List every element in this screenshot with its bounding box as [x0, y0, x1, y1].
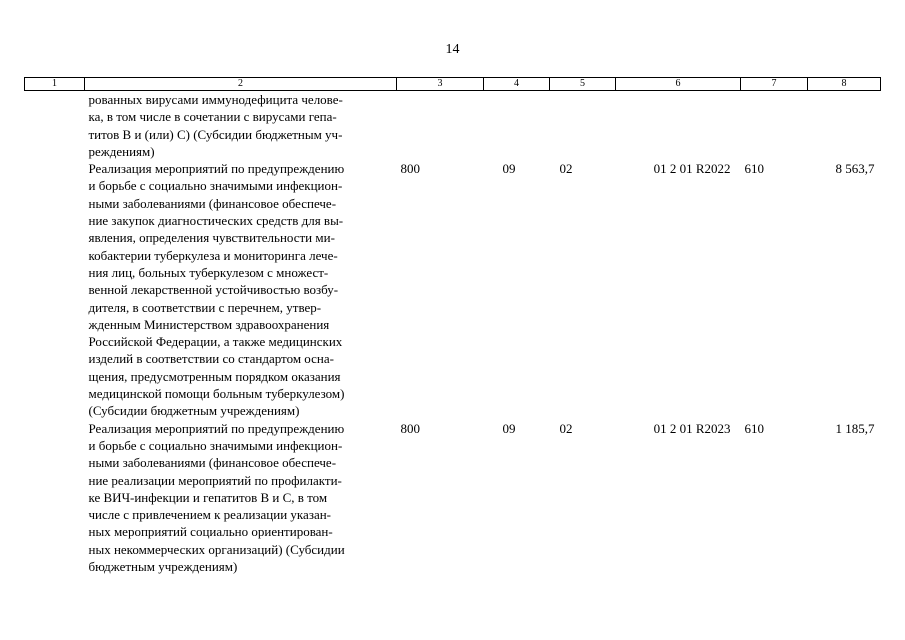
description-line: Реализация мероприятий по предупреждению	[88, 161, 345, 177]
table-header-row	[25, 78, 881, 91]
description-line: рованных вирусами иммунодефицита челове-	[88, 92, 343, 107]
description-line: дителя, в соответствии с перечнем, утвер-	[88, 299, 322, 315]
cell-col-1	[25, 91, 85, 161]
description-line: ными заболеваниями (финансовое обеспече-	[88, 455, 337, 471]
description-line: ние реализации мероприятий по профилакти-	[88, 472, 342, 488]
cell-col-7	[741, 91, 808, 161]
description-line: Реализация мероприятий по предупреждению	[88, 420, 345, 436]
cell-description	[85, 160, 397, 419]
cell-col-7: 610	[744, 420, 764, 436]
column-header: 6	[616, 78, 741, 91]
description-line: и борьбе с социально значимыми инфекцион-	[88, 178, 343, 194]
cell-col-1	[25, 160, 85, 419]
column-header: 5	[550, 78, 616, 91]
cell-col-5: 02	[559, 420, 573, 436]
cell-col-5	[550, 91, 616, 161]
column-header: 1	[25, 78, 85, 91]
column-header: 8	[808, 78, 881, 91]
description-line: ными заболеваниями (финансовое обеспече-	[88, 195, 337, 211]
description-line: числе с привлечением к реализации указан-	[88, 507, 332, 523]
cell-col-6: 01 2 01 R2023	[653, 420, 731, 436]
cell-col-8: 1 185,7	[835, 420, 875, 436]
description-line: щения, предусмотренным порядком оказания	[88, 368, 341, 384]
description-line: кобактерии туберкулеза и мониторинга лече-	[88, 247, 338, 263]
description-line: реждениям)	[88, 143, 155, 159]
budget-table	[24, 77, 881, 575]
table-row	[25, 91, 881, 161]
page-number: 14	[445, 42, 460, 57]
table-row	[25, 420, 881, 576]
cell-col-5: 02	[559, 161, 573, 177]
description-line: и борьбе с социально значимыми инфекцион-	[88, 437, 343, 453]
description-line: ных некоммерческих организаций) (Субсидии	[88, 541, 345, 557]
description-line: Российской Федерации, а также медицинских	[88, 334, 343, 350]
cell-col-1	[25, 420, 85, 576]
cell-col-4: 09	[502, 161, 516, 177]
column-header: 3	[397, 78, 484, 91]
cell-col-7: 610	[744, 161, 764, 177]
description-line: титов B и (или) C) (Субсидии бюджетным уч-	[88, 126, 343, 142]
description-line: ке ВИЧ-инфекции и гепатитов B и C, в том	[88, 489, 328, 505]
cell-col-3: 800	[400, 420, 420, 436]
cell-col-4	[484, 91, 550, 161]
cell-col-8	[808, 91, 881, 161]
cell-col-6: 01 2 01 R2022	[653, 161, 731, 177]
description-line: изделий в соответствии со стандартом осна-	[88, 351, 334, 367]
description-line: явления, определения чувствительности ми-	[88, 230, 335, 246]
column-header: 2	[85, 78, 397, 91]
table-row	[25, 160, 881, 419]
cell-description	[85, 420, 397, 576]
column-header: 7	[741, 78, 808, 91]
cell-col-4: 09	[502, 420, 516, 436]
cell-col-8: 8 563,7	[835, 161, 875, 177]
description-line: ных мероприятий социально ориентирован-	[88, 524, 333, 540]
description-line: медицинской помощи больным туберкулезом)	[88, 386, 345, 402]
cell-description	[85, 91, 397, 161]
cell-col-3	[397, 91, 484, 161]
column-header: 4	[484, 78, 550, 91]
description-line: ние закупок диагностических средств для вы-	[88, 213, 344, 229]
description-line: жденным Министерством здравоохранения	[88, 316, 330, 332]
description-line: бюджетным учреждениям)	[88, 559, 238, 575]
cell-col-6	[616, 91, 741, 161]
description-line: (Субсидии бюджетным учреждениям)	[88, 403, 300, 419]
cell-col-3: 800	[400, 161, 420, 177]
description-line: венной лекарственной устойчивостью возбу-	[88, 282, 339, 298]
description-line: ка, в том числе в сочетании с вирусами гепа-	[88, 109, 337, 125]
description-line: ния лиц, больных туберкулезом с множест-	[88, 264, 329, 280]
